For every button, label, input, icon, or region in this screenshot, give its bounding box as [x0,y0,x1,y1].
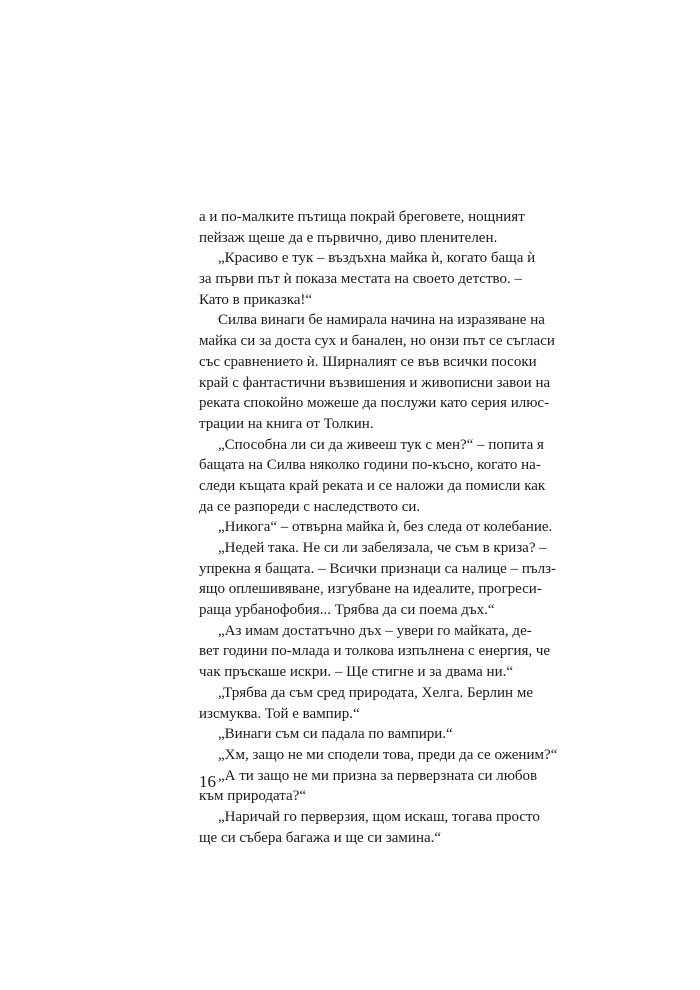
text-line: край с фантастични възвишения и живописни завои на [199,374,551,391]
text-line: ще си събера багажа и ще си замина.“ [199,829,442,846]
text-line: „Наричай го перверзия, щом искаш, тогава просто [218,808,540,825]
body-text [199,207,558,848]
text-line: „Красиво е тук – въздъхна майка ѝ, когато баща ѝ [218,250,536,267]
text-line: за първи път ѝ показа местата на своето детство. – [199,271,522,288]
text-line: със сравнението ѝ. Ширналият се във всички посоки [199,353,537,370]
text-line: „Хм, защо не ми сподели това, преди да се оженим?“ [218,746,558,763]
text-line: „Способна ли си да живееш тук с мен?“ – попита я [218,436,544,453]
text-line: а и по-малките пътища покрай бреговете, нощният [199,209,525,225]
text-line: „Недей така. Не си ли забелязала, че съм в криза? – [218,540,547,556]
text-line: вет години по-млада и толкова изпълнена с енергия, че [199,643,551,660]
text-line: упрекна я бащата. – Всички признаци са налице – пълз- [199,560,557,577]
text-line: изсмуква. Той е вампир.“ [199,705,360,722]
text-line: „Никога“ – отвърна майка ѝ, без следа от колебание. [218,519,553,536]
text-line: Като в приказка!“ [199,291,313,308]
text-line: бащата на Силва няколко години по-късно, когато на- [199,457,541,474]
text-line: пейзаж щеше да е първично, диво пленителен. [199,229,498,246]
text-line: майка си за доста сух и банален, но онзи път се съгласи [199,333,555,350]
text-line: чак пръскаше искри. – Ще стигне и за двама ни.“ [199,664,514,681]
text-line: „Винаги съм си падала по вампири.“ [218,726,453,743]
text-line: следи къщата край реката и се наложи да помисли как [199,477,546,494]
text-line: към природата?“ [199,788,307,805]
text-line: реката спокойно можеше да послужи като серия илюс- [199,395,550,412]
text-line: да се разпореди с наследството си. [199,498,421,515]
text-line: „А ти защо не ми призна за перверзната си любов [218,767,538,784]
text-line: раща урбанофобия... Трябва да си поема дъх.“ [199,602,495,619]
page-number: 16 [199,772,216,791]
text-line: „Аз имам достатъчно дъх – увери го майката, де- [218,622,532,639]
text-line: „Трябва да съм сред природата, Хелга. Берлин ме [218,684,533,701]
text-line: Силва винаги бе намирала начина на изразяване на [218,312,545,329]
text-line: трации на книга от Толкин. [199,415,374,432]
text-line: ящо оплешивяване, изгубване на идеалите, прогреси- [199,581,542,598]
